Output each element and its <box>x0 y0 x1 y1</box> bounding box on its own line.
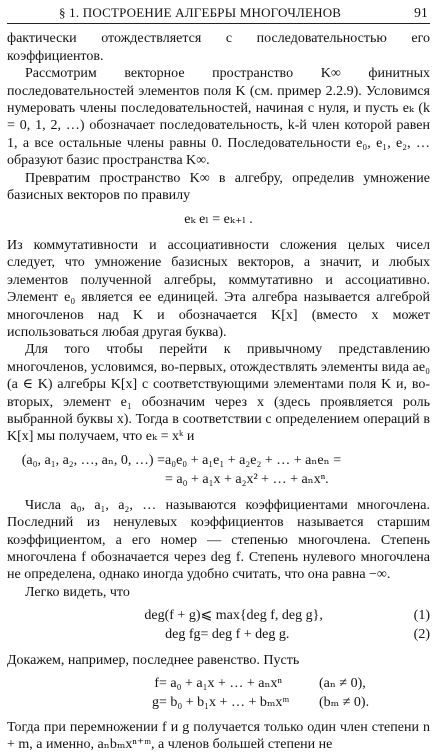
f-label: f <box>154 675 159 691</box>
eq1-rhs: ⩽ max{deg f, deg g}, <box>200 608 323 624</box>
degree-equations <box>7 607 430 645</box>
g-definition: = b₀ + b₁x + … + bₘxᵐ <box>159 694 290 710</box>
paragraph-4: Из коммутативности и ассоциативности сложения целых чисел следует, что умножение базисных векторов, а значит, и любых элементов полученной алгебры, коммутативно и ассоциативно. Элемент e₀ является ее единицей. Эта алгебра называется алгеброй многочленов над K и обозначается K[x] (вместо x может использоваться любая другая буква). <box>7 237 430 340</box>
page-number: 91 <box>414 5 428 20</box>
g-label: g <box>152 694 159 710</box>
paragraph-5: Для того чтобы перейти к привычному представлению многочленов, условимся, во-первых, отождествлять элементы вида ae₀ (a ∈ K) алгебры K[x] с соответствующими элементами поля K и, во-вторых, элемент e₁ обозначим через x (здесь проявляется роль выбранной буквы x). Тогда в соответствии с определением операций в K[x] мы получаем, что eₖ = xᵏ и <box>7 342 430 445</box>
paragraph-2: Рассмотрим векторное пространство K∞ финитных последовательностей элементов поля K (см. пример 2.2.9). Условимся нумеровать члены последовательностей, начиная с нуля, и пусть eₖ (k = 0, 1, 2, …) обозначает последовательность, k-й член которой равен 1, а все остальные члены равны 0. Последовательности e₀, e₁, e₂, … образуют базис пространства K∞. <box>7 66 430 169</box>
paragraph-1: фактически отождествляется с последовательностью его коэффициентов. <box>7 31 430 64</box>
eq-lhs: (a₀, a₁, a₂, …, aₙ, 0, …) = <box>21 452 165 468</box>
running-header <box>7 4 430 24</box>
eq2-rhs: = deg f + deg g. <box>200 627 290 643</box>
section-title: § 1. ПОСТРОЕНИЕ АЛГЕБРЫ МНОГОЧЛЕНОВ <box>59 5 342 20</box>
equation-basis-product: eₖ eₗ = eₖ₊ₗ . <box>184 212 253 228</box>
paragraph-7: Легко видеть, что <box>25 584 130 600</box>
f-definition: = a₀ + a₁x + … + aₙxⁿ <box>159 675 282 691</box>
eq2-lhs: deg fg <box>165 627 201 643</box>
equation-polynomial-form <box>7 452 430 490</box>
polynomial-definitions <box>7 675 430 713</box>
eq-rhs-line1: a₀e₀ + a₁e₁ + a₂e₂ + … + aₙeₙ = <box>165 452 342 468</box>
paragraph-8: Докажем, например, последнее равенство. Пусть <box>7 653 300 669</box>
paragraph-6: Числа a₀, a₁, a₂, … называются коэффициентами многочлена. Последний из ненулевых коэффициентов называется старшим коэффициентом, а его номер — степенью многочлена. Степень многочлена f обозначается через deg f. Степень нулевого многочлена не определена, однако иногда удобно считать, что она равна −∞. <box>7 497 430 583</box>
eq1-lhs: deg(f + g) <box>144 608 201 624</box>
eq2-tag: (2) <box>413 627 430 643</box>
eq-rhs-line2: = a₀ + a₁x + a₂x² + … + aₙxⁿ. <box>165 471 329 487</box>
paragraph-3: Превратим пространство K∞ в алгебру, определив умножение базисных векторов по правилу <box>7 170 430 204</box>
f-condition: (aₙ ≠ 0), <box>319 675 366 691</box>
paragraph-9: Тогда при перемножении f и g получается только один член степени n + m, а именно, aₙbₘxⁿ⁺ᵐ, а членов большей степени не <box>7 719 430 752</box>
g-condition: (bₘ ≠ 0). <box>319 694 370 710</box>
eq1-tag: (1) <box>413 608 430 624</box>
